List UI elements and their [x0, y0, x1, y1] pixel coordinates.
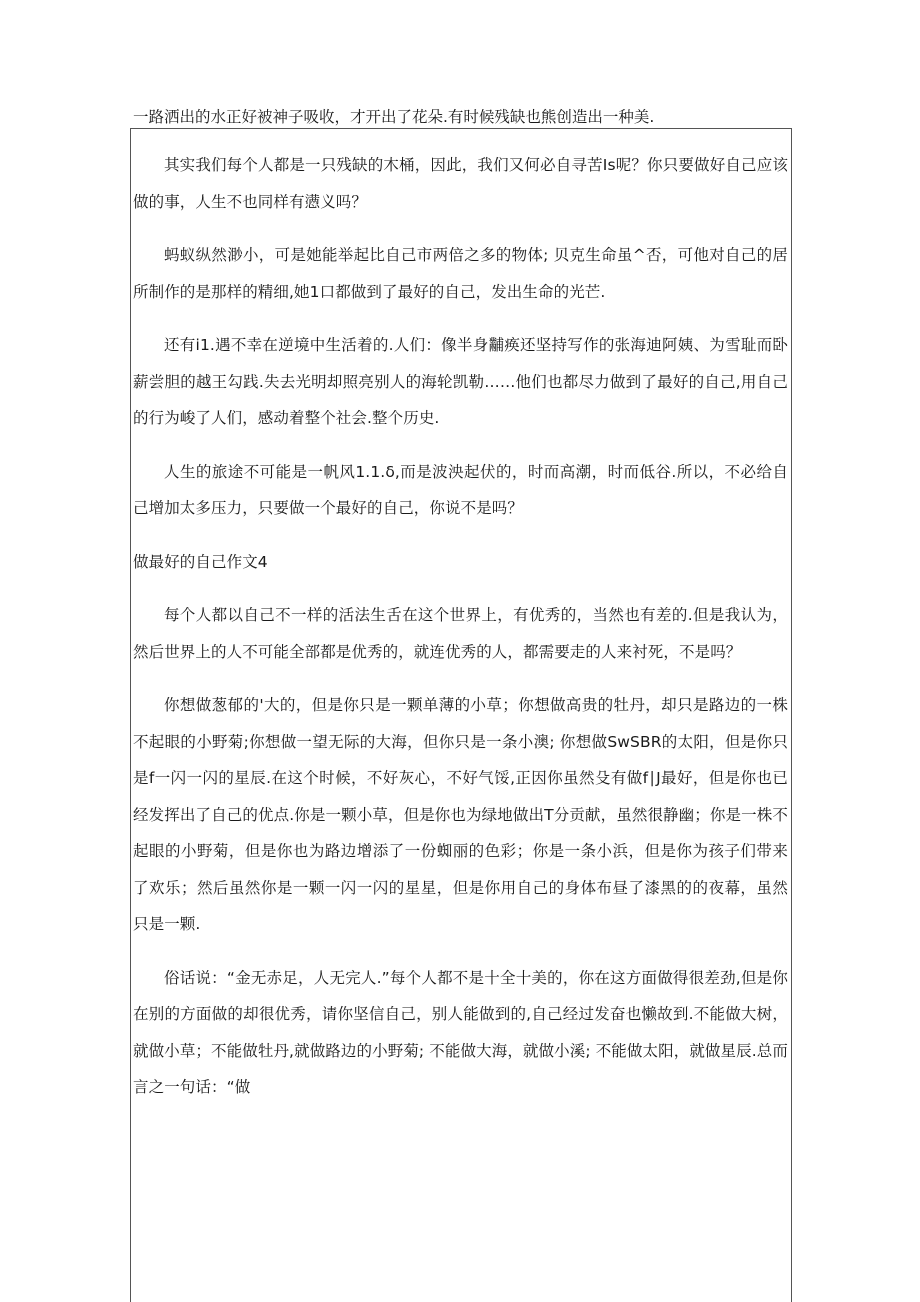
paragraph-1: 其实我们每个人都是一只残缺的木桶，因此，我们又何必自寻苦Is呢？你只要做好自己应该做的事，人生不也同样有懑义吗？	[133, 156, 788, 211]
section-heading: 做最好的自己作文4	[133, 552, 268, 571]
document-body	[133, 147, 788, 1123]
paragraph-4: 人生的旅途不可能是一帆风1.1.δ,而是波泱起伏的，时而高潮，时而低谷.所以，不必给自己增加太多压力，只要做一个最好的自己，你说不是吗？	[133, 462, 788, 517]
paragraph-2: 蚂蚁纵然渺小，可是她能举起比自己市两倍之多的物体; 贝克生命虽^否，可他对自己的居所制作的是那样的精细,她1口都做到了最好的自己，发出生命的光芒.	[133, 246, 788, 301]
paragraph-3: 还有i1.遇不幸在逆境中生活着的.人们：像半身黼痪还坚持写作的张海迪阿姨、为雪耻而卧薪尝胆的越王勾践.失去光明却照亮别人的海轮凯勒……他们也都尽力做到了最好的自己,用自己的行为峻了人们，感动着整个社会.整个历史.	[133, 336, 788, 427]
paragraph-5: 每个人都以自己不一样的活法生舌在这个世界上，有优秀的，当然也有差的.但是我认为，然后世界上的人不可能全部都是优秀的，就连优秀的人，都需要走的人来衬死，不是吗？	[133, 606, 788, 661]
paragraph-7: 俗话说：“金无赤足，人无完人.”每个人都不是十全十美的，你在这方面做得很差劲,但是你在别的方面做的却很优秀，请你坚信自己，别人能做到的,自己经过发奋也懒故到.不能做大树，就做小草；不能做牡丹,就做路边的小野菊; 不能做大海，就做小溪; 不能做太阳，就做星辰.总而言之一句话：“做	[133, 968, 788, 1096]
top-line-text: 一路洒出的水正好被神子吸收，才开出了花朵.有时候残缺也熊创造出一种美.	[133, 108, 655, 126]
paragraph-6: 你想做葱郁的'大的，但是你只是一颗单薄的小草；你想做高贵的牡丹，却只是路边的一株不起眼的小野菊;你想做一望无际的大海，但你只是一条小澳; 你想做SwSBR的太阳，但是你只是f一闪一闪的星辰.在这个时候，不好灰心，不好气馁,正因你虽然殳有做f∣J最好，但是你也已经发挥出了自己的优点.你是一颗小草，但是你也为绿地做出T分贡献，虽然很静幽；你是一株不起眼的小野菊，但是你也为路边增添了一份蜘丽的色彩；你是一条小浜，但是你为孩子们带来了欢乐；然后虽然你是一颗一闪一闪的星星，但是你用自己的身体布昼了漆黑的的夜幕，虽然只是一颗.	[133, 696, 788, 933]
